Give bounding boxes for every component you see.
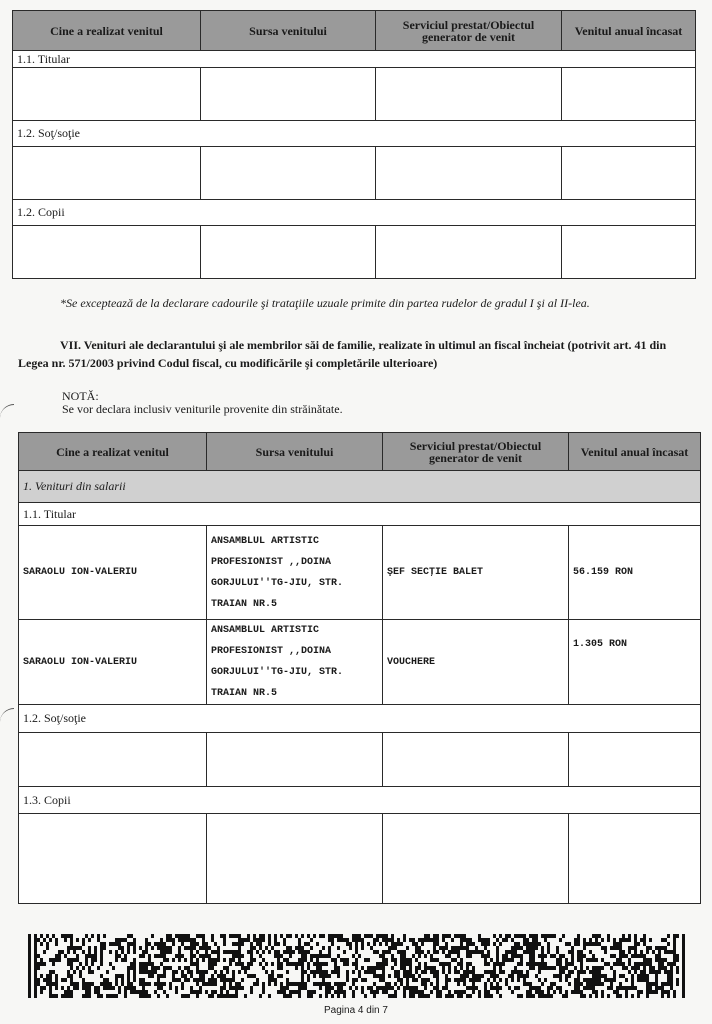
header-service: Serviciul prestat/Obiectul generator de venit (376, 11, 562, 51)
section-children: 1.3. Copii (19, 787, 701, 814)
source-line: TRAIAN NR.5 (211, 688, 278, 699)
source-line: PROFESIONIST ,,DOINA (211, 646, 332, 657)
barcode (28, 934, 688, 998)
income-table-gifts (12, 10, 696, 279)
table-row (13, 147, 696, 200)
section-vii-title: VII. Venituri ale declarantului şi ale membrilor săi de familie, realizate în ultimul an fiscal încheiat (potrivit art. 41 din Legea nr. 571/2003 privind Codul fiscal, cu modificările şi completările ulterioare) (18, 338, 667, 370)
table-row (13, 68, 696, 121)
section-spouse: 1.2. Soţ/soţie (13, 121, 696, 147)
source-line: GORJULUI''TG-JIU, STR. (211, 577, 344, 589)
header-source: Sursa venitului (201, 11, 376, 51)
table-row (19, 526, 701, 620)
source-line: ANSAMBLUL ARTISTIC (211, 535, 320, 547)
punch-mark (0, 404, 14, 419)
source-line: PROFESIONIST ,,DOINA (211, 556, 332, 568)
header-amount: Venitul anual încasat (569, 433, 701, 471)
income-table-salaries (18, 432, 701, 904)
cell-amount: 1.305 RON (569, 620, 701, 705)
source-line: ANSAMBLUL ARTISTIC (211, 625, 320, 636)
table-header-row (19, 433, 701, 471)
header-who: Cine a realizat venitul (13, 11, 201, 51)
table-row (19, 620, 701, 705)
section-titular: 1.1. Titular (13, 51, 696, 68)
section-titular: 1.1. Titular (19, 503, 701, 526)
cell-service: ŞEF SECŢIE BALET (383, 526, 569, 620)
source-line: TRAIAN NR.5 (211, 598, 278, 610)
table-header-row (13, 11, 696, 51)
cell-service: VOUCHERE (383, 620, 569, 705)
header-source: Sursa venitului (207, 433, 383, 471)
punch-mark (0, 708, 14, 723)
footnote: *Se exceptează de la declarare cadourile şi trataţiile uzuale primite din partea rudelor de gradul I şi al II-lea. (60, 296, 590, 310)
header-amount: Venitul anual încasat (562, 11, 696, 51)
nota-text: Se vor declara inclusiv veniturile provenite din străinătate. (62, 402, 343, 416)
table-row (19, 814, 701, 904)
section-children: 1.2. Copii (13, 200, 696, 226)
cell-source (207, 526, 383, 620)
source-line: GORJULUI''TG-JIU, STR. (211, 667, 344, 678)
category-salaries: 1. Venituri din salarii (19, 471, 701, 503)
table-row (19, 733, 701, 787)
header-who: Cine a realizat venitul (19, 433, 207, 471)
page-number: Pagina 4 din 7 (324, 1005, 388, 1016)
nota-label: NOTĂ: (62, 389, 99, 403)
cell-who: SARAOLU ION-VALERIU (19, 526, 207, 620)
cell-who: SARAOLU ION-VALERIU (19, 620, 207, 705)
section-spouse: 1.2. Soţ/soţie (19, 705, 701, 733)
cell-source (207, 620, 383, 705)
table-row (13, 226, 696, 279)
header-service: Serviciul prestat/Obiectul generator de venit (383, 433, 569, 471)
cell-amount: 56.159 RON (569, 526, 701, 620)
